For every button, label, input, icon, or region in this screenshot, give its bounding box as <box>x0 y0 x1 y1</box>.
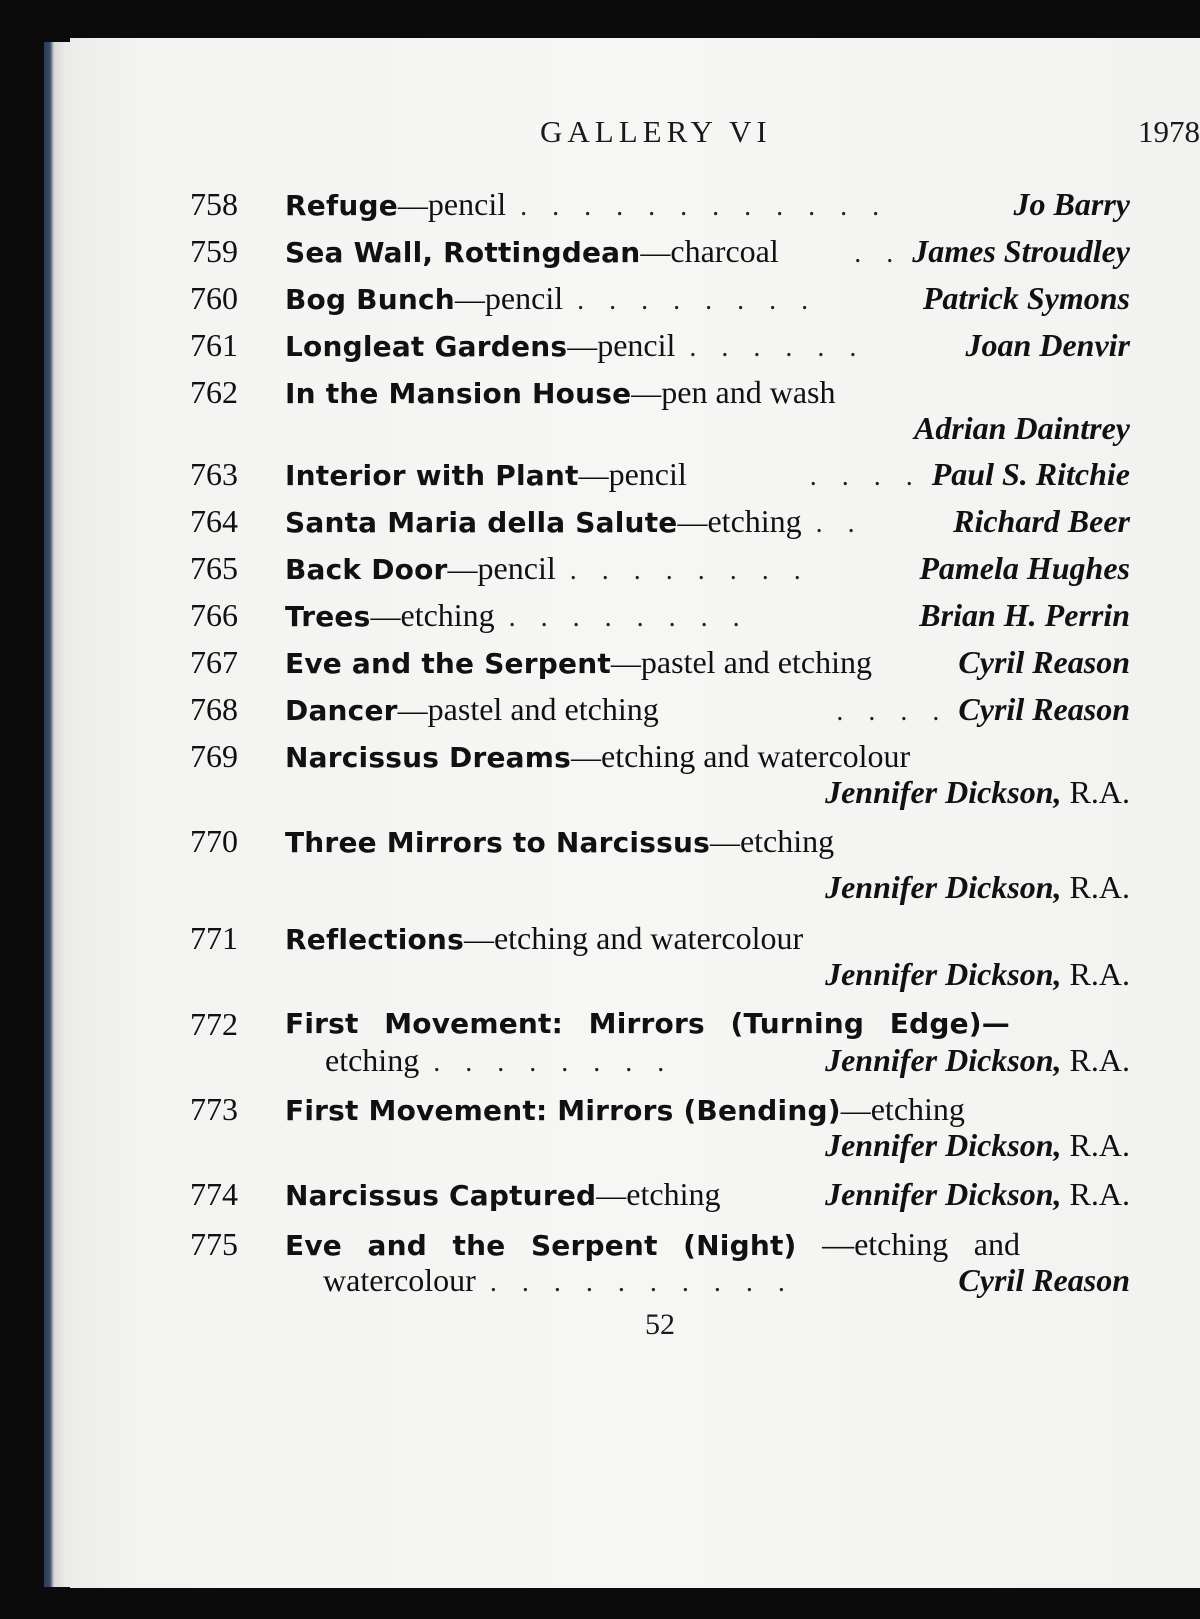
entry-artist: Joan Denvir <box>965 327 1130 363</box>
entry-number: 774 <box>190 1176 238 1212</box>
entry-number: 773 <box>190 1091 238 1127</box>
entry-medium: etching <box>325 1042 420 1078</box>
entry-honour: R.A. <box>1069 956 1130 992</box>
dot-leader: . . . . . . . . <box>508 602 749 633</box>
entry-medium: etching and watercolour <box>601 738 911 774</box>
entry-medium: etching <box>400 597 495 633</box>
dash: — <box>370 600 401 633</box>
entry-number: 766 <box>190 597 238 633</box>
entry-medium: pencil <box>608 456 687 492</box>
entry-title: Reflections <box>285 923 464 956</box>
entry-medium: watercolour <box>323 1262 476 1298</box>
entry-artist: Cyril Reason <box>958 691 1130 727</box>
entry-honour: R.A. <box>1069 1127 1130 1163</box>
entry-title-word: Movement: <box>384 1007 564 1040</box>
dash: — <box>454 283 485 316</box>
entry-artist: Brian H. Perrin <box>919 597 1130 633</box>
entry-artist: Jennifer Dickson, <box>825 956 1062 992</box>
entry-number: 775 <box>190 1226 238 1262</box>
entry-title: Trees <box>285 600 371 633</box>
entry-number: 764 <box>190 503 238 539</box>
entry-number: 765 <box>190 550 238 586</box>
entry-number: 772 <box>190 1006 238 1042</box>
entry-title: In the Mansion House <box>285 377 632 410</box>
entry-title: Longleat Gardens <box>285 330 568 363</box>
dash: — <box>677 506 708 539</box>
entry-number: 761 <box>190 327 238 363</box>
entry-artist: Jennifer Dickson, <box>825 869 1062 905</box>
entry-number: 767 <box>190 644 238 680</box>
dash: — <box>631 377 662 410</box>
entry-title-word: Eve <box>285 1229 342 1262</box>
entry-medium: etching <box>707 503 802 539</box>
entry-medium: etching <box>626 1176 721 1212</box>
entry-number: 771 <box>190 920 238 956</box>
entry-artist: Jennifer Dickson, <box>825 774 1062 810</box>
entry-title: Narcissus Dreams <box>285 741 571 774</box>
entry-title: Narcissus Captured <box>285 1179 597 1212</box>
entry-number: 768 <box>190 691 238 727</box>
entry-title-word: Serpent <box>530 1229 658 1262</box>
entry-medium: pencil <box>427 186 507 222</box>
entry-number: 759 <box>190 233 238 269</box>
entry-artist: Jo Barry <box>1013 186 1130 222</box>
entry-artist: Cyril Reason <box>958 644 1130 680</box>
entry-number: 763 <box>190 456 238 492</box>
entry-artist: Patrick Symons <box>922 280 1130 316</box>
dash: — <box>840 1094 871 1127</box>
entry-title-word: the <box>452 1229 506 1262</box>
dash: — <box>640 236 671 269</box>
entry-number: 760 <box>190 280 238 316</box>
dash: — <box>709 826 740 859</box>
dash: — <box>567 330 598 363</box>
entry-medium: pen and wash <box>661 374 836 410</box>
entry-medium: pastel and etching <box>640 644 872 680</box>
dot-leader: . . <box>815 508 864 539</box>
entry-medium: pencil <box>477 550 556 586</box>
entry-artist: Cyril Reason <box>958 1262 1130 1298</box>
entry-number: 762 <box>190 374 238 410</box>
dot-leader: . . . . <box>809 461 922 492</box>
entry-medium: pastel and etching <box>427 691 659 727</box>
dot-leader: . . . . . . . . <box>433 1047 674 1078</box>
dot-leader: . . <box>854 238 903 269</box>
dash: — <box>447 553 478 586</box>
entry-honour: R.A. <box>1069 774 1130 810</box>
entry-title: First Movement: Mirrors (Bending) <box>285 1094 841 1127</box>
entry-title: Santa Maria della Salute <box>285 506 678 539</box>
entry-artist: Jennifer Dickson, <box>825 1042 1062 1078</box>
entry-title: Eve and the Serpent <box>285 647 611 680</box>
entry-title-word: Edge)— <box>889 1007 1010 1040</box>
entry-artist: Adrian Daintrey <box>913 410 1130 446</box>
dash: — <box>610 647 641 680</box>
entry-title: Interior with Plant <box>285 459 579 492</box>
page-number: 52 <box>645 1308 675 1341</box>
dash: — <box>578 459 609 492</box>
catalogue-entries <box>70 38 1200 1438</box>
catalogue-page <box>70 38 1200 1588</box>
entry-number: 758 <box>190 186 238 222</box>
entry-medium: pencil <box>484 280 564 316</box>
dot-leader: . . . . . . . . . . . . <box>520 191 889 222</box>
entry-artist: Pamela Hughes <box>919 550 1130 586</box>
entry-medium: etching and watercolour <box>493 920 804 956</box>
entry-number: 770 <box>190 823 238 859</box>
entry-number: 769 <box>190 738 238 774</box>
entry-title: Back Door <box>285 553 448 586</box>
gallery-title: GALLERY VI <box>540 114 772 149</box>
dash: — <box>596 1179 627 1212</box>
entry-title: Refuge <box>285 189 398 222</box>
entry-title: Bog Bunch <box>285 283 455 316</box>
entry-honour: R.A. <box>1069 869 1130 905</box>
dash: — <box>571 741 601 774</box>
dot-leader: . . . . . . . . <box>577 285 818 316</box>
entry-medium: etching <box>870 1091 965 1127</box>
entry-title: Dancer <box>285 694 398 727</box>
year: 1978 <box>1138 114 1200 149</box>
entry-honour: R.A. <box>1069 1042 1130 1078</box>
entry-title-word: (Turning <box>730 1007 865 1040</box>
dash: — <box>463 923 494 956</box>
entry-title-word: First <box>285 1007 359 1040</box>
entry-title-word: Mirrors <box>588 1007 705 1040</box>
entry-title-word: (Night) <box>683 1229 797 1262</box>
entry-medium: charcoal <box>670 233 779 269</box>
entry-artist: Paul S. Ritchie <box>931 456 1130 492</box>
entry-medium-word: —etching <box>822 1226 949 1262</box>
dot-leader: . . . . <box>836 696 949 727</box>
entry-medium: etching <box>739 823 835 859</box>
entry-title: Three Mirrors to Narcissus <box>285 826 710 859</box>
dash: — <box>397 189 428 222</box>
entry-artist: James Stroudley <box>912 233 1130 269</box>
dot-leader: . . . . . . <box>689 332 866 363</box>
dash: — <box>397 694 428 727</box>
dot-leader: . . . . . . . . . . <box>489 1267 794 1298</box>
entry-artist: Jennifer Dickson, <box>825 1176 1062 1212</box>
entry-honour: R.A. <box>1069 1176 1130 1212</box>
entry-title-word: and <box>367 1229 427 1262</box>
entry-medium: pencil <box>597 327 676 363</box>
entry-artist: Jennifer Dickson, <box>825 1127 1062 1163</box>
entry-title: Sea Wall, Rottingdean <box>285 236 641 269</box>
entry-medium-word: and <box>973 1226 1020 1262</box>
dot-leader: . . . . . . . . <box>569 555 810 586</box>
entry-artist: Richard Beer <box>953 503 1130 539</box>
